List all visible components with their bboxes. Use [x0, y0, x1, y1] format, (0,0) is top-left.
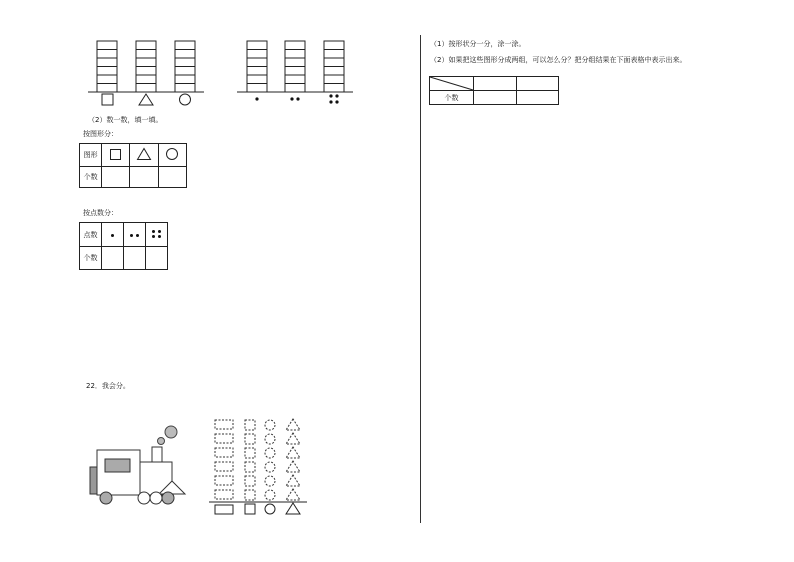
- table-header-count: 个数: [80, 167, 102, 188]
- table-header-count: 个数: [80, 247, 102, 270]
- table-header-count: 个数: [430, 91, 474, 105]
- column-triangles: [286, 419, 300, 500]
- right-question-2-label: （2）如果把这些图形分成两组，可以怎么分？把分组结果在下面表格中表示出来。: [430, 56, 687, 64]
- answer-cell[interactable]: [474, 77, 517, 91]
- answer-cell[interactable]: [474, 91, 517, 105]
- column-rectangles: [215, 420, 233, 499]
- question-22-label: 22．我会分。: [86, 382, 130, 390]
- by-shape-label: 按图形分：: [83, 130, 118, 138]
- answer-cell[interactable]: [516, 91, 559, 105]
- answer-cell[interactable]: [516, 77, 559, 91]
- grouping-table: [429, 76, 559, 105]
- square-icon: [245, 504, 255, 514]
- triangle-icon: [286, 503, 300, 514]
- by-dots-label: 按点数分：: [83, 209, 118, 217]
- question-2-label: （2）数一数，填一填。: [88, 116, 163, 124]
- column-squares: [245, 420, 255, 500]
- rectangle-icon: [215, 505, 233, 514]
- table-header-dots: 点数: [80, 223, 102, 247]
- right-question-1-label: （1）按形状分一分，涂一涂。: [430, 40, 526, 48]
- column-divider: [420, 35, 421, 523]
- column-circles: [265, 420, 275, 500]
- diagonal-header-cell: [430, 77, 474, 91]
- table-header-shape: 图形: [80, 144, 102, 167]
- circle-icon: [265, 504, 275, 514]
